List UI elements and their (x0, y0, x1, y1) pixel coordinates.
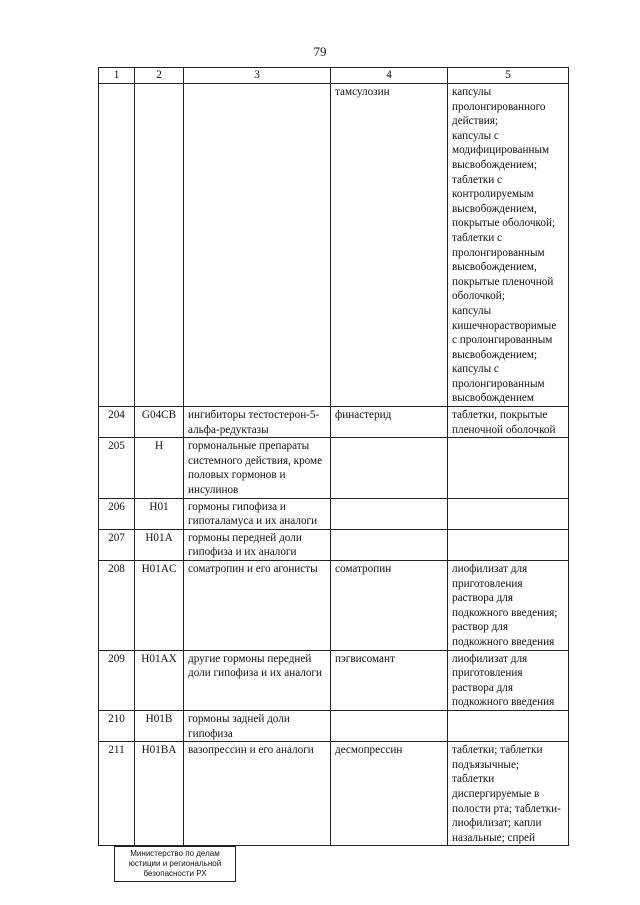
drug-name-cell (331, 438, 448, 498)
dosage-form-cell: лиофилизат для приготовления раствора для подкожного введения; раствор для подкожного введения (448, 561, 569, 651)
row-number-cell: 210 (99, 710, 135, 741)
dosage-form-cell (448, 438, 569, 498)
pharmacological-group-cell: соматропин и его агонисты (184, 561, 331, 651)
dosage-form-cell: таблетки; таблетки подъязычные; таблетки диспергируемые в полости рта; таблетки-лиофилизат; капли назальные; спрей (448, 742, 569, 846)
pharmacological-group-cell: вазопрессин и его аналоги (184, 742, 331, 846)
pharmacological-group-cell: гормоны гипофиза и гипоталамуса и их аналоги (184, 498, 331, 529)
atc-code-cell: H (135, 438, 184, 498)
atc-code-cell: H01BA (135, 742, 184, 846)
dosage-form-cell: капсулы пролонгированного действия; капсулы с модифицированным высвобождением; таблетки с контролируемым высвобождением, покрытые оболочкой; таблетки с пролонгированным высвобождением, покрытые пленочной оболочкой; капсулы кишечнорастворимые с пролонгированным высвобождением; капсулы с пролонгированным высвобождением (448, 84, 569, 407)
pharmacological-group-cell: гормональные препараты системного действия, кроме половых гормонов и инсулинов (184, 438, 331, 498)
atc-code-cell: H01AX (135, 650, 184, 710)
row-number-cell: 205 (99, 438, 135, 498)
dosage-form-cell: лиофилизат для приготовления раствора для подкожного введения (448, 650, 569, 710)
table-row (99, 407, 569, 438)
drug-name-cell (331, 498, 448, 529)
dosage-form-cell: таблетки, покрытые пленочной оболочкой (448, 407, 569, 438)
row-number-cell: 211 (99, 742, 135, 846)
table-row (99, 561, 569, 651)
header-col-2: 2 (135, 68, 184, 84)
row-number-cell: 207 (99, 529, 135, 560)
drug-name-cell: финастерид (331, 407, 448, 438)
row-number-cell: 208 (99, 561, 135, 651)
atc-code-cell (135, 84, 184, 407)
table-body (99, 84, 569, 846)
row-number-cell: 204 (99, 407, 135, 438)
drug-name-cell (331, 529, 448, 560)
pharmacological-group-cell: другие гормоны передней доли гипофиза и их аналоги (184, 650, 331, 710)
drug-name-cell: тамсулозин (331, 84, 448, 407)
pharmacological-group-cell: ингибиторы тестостерон-5-альфа-редуктазы (184, 407, 331, 438)
drug-table (98, 67, 569, 846)
table-row (99, 650, 569, 710)
table-row (99, 84, 569, 407)
header-col-1: 1 (99, 68, 135, 84)
table-row (99, 710, 569, 741)
dosage-form-cell (448, 710, 569, 741)
drug-name-cell: пэгвисомант (331, 650, 448, 710)
dosage-form-cell (448, 498, 569, 529)
dosage-form-cell (448, 529, 569, 560)
table-row (99, 438, 569, 498)
header-col-5: 5 (448, 68, 569, 84)
pharmacological-group-cell (184, 84, 331, 407)
atc-code-cell: H01B (135, 710, 184, 741)
row-number-cell: 206 (99, 498, 135, 529)
drug-name-cell: соматропин (331, 561, 448, 651)
row-number-cell: 209 (99, 650, 135, 710)
drug-name-cell (331, 710, 448, 741)
header-col-4: 4 (331, 68, 448, 84)
atc-code-cell: G04CB (135, 407, 184, 438)
table-row (99, 742, 569, 846)
row-number-cell (99, 84, 135, 407)
table-header-row (99, 68, 569, 84)
pharmacological-group-cell: гормоны задней доли гипофиза (184, 710, 331, 741)
atc-code-cell: H01AC (135, 561, 184, 651)
page-number: 79 (313, 44, 327, 59)
header-col-3: 3 (184, 68, 331, 84)
drug-name-cell: десмопрессин (331, 742, 448, 846)
table-row (99, 498, 569, 529)
pharmacological-group-cell: гормоны передней доли гипофиза и их аналоги (184, 529, 331, 560)
atc-code-cell: H01 (135, 498, 184, 529)
atc-code-cell: H01A (135, 529, 184, 560)
table-row (99, 529, 569, 560)
ministry-stamp: Министерство по делам юстиции и региональной безопасности РХ (114, 846, 236, 882)
